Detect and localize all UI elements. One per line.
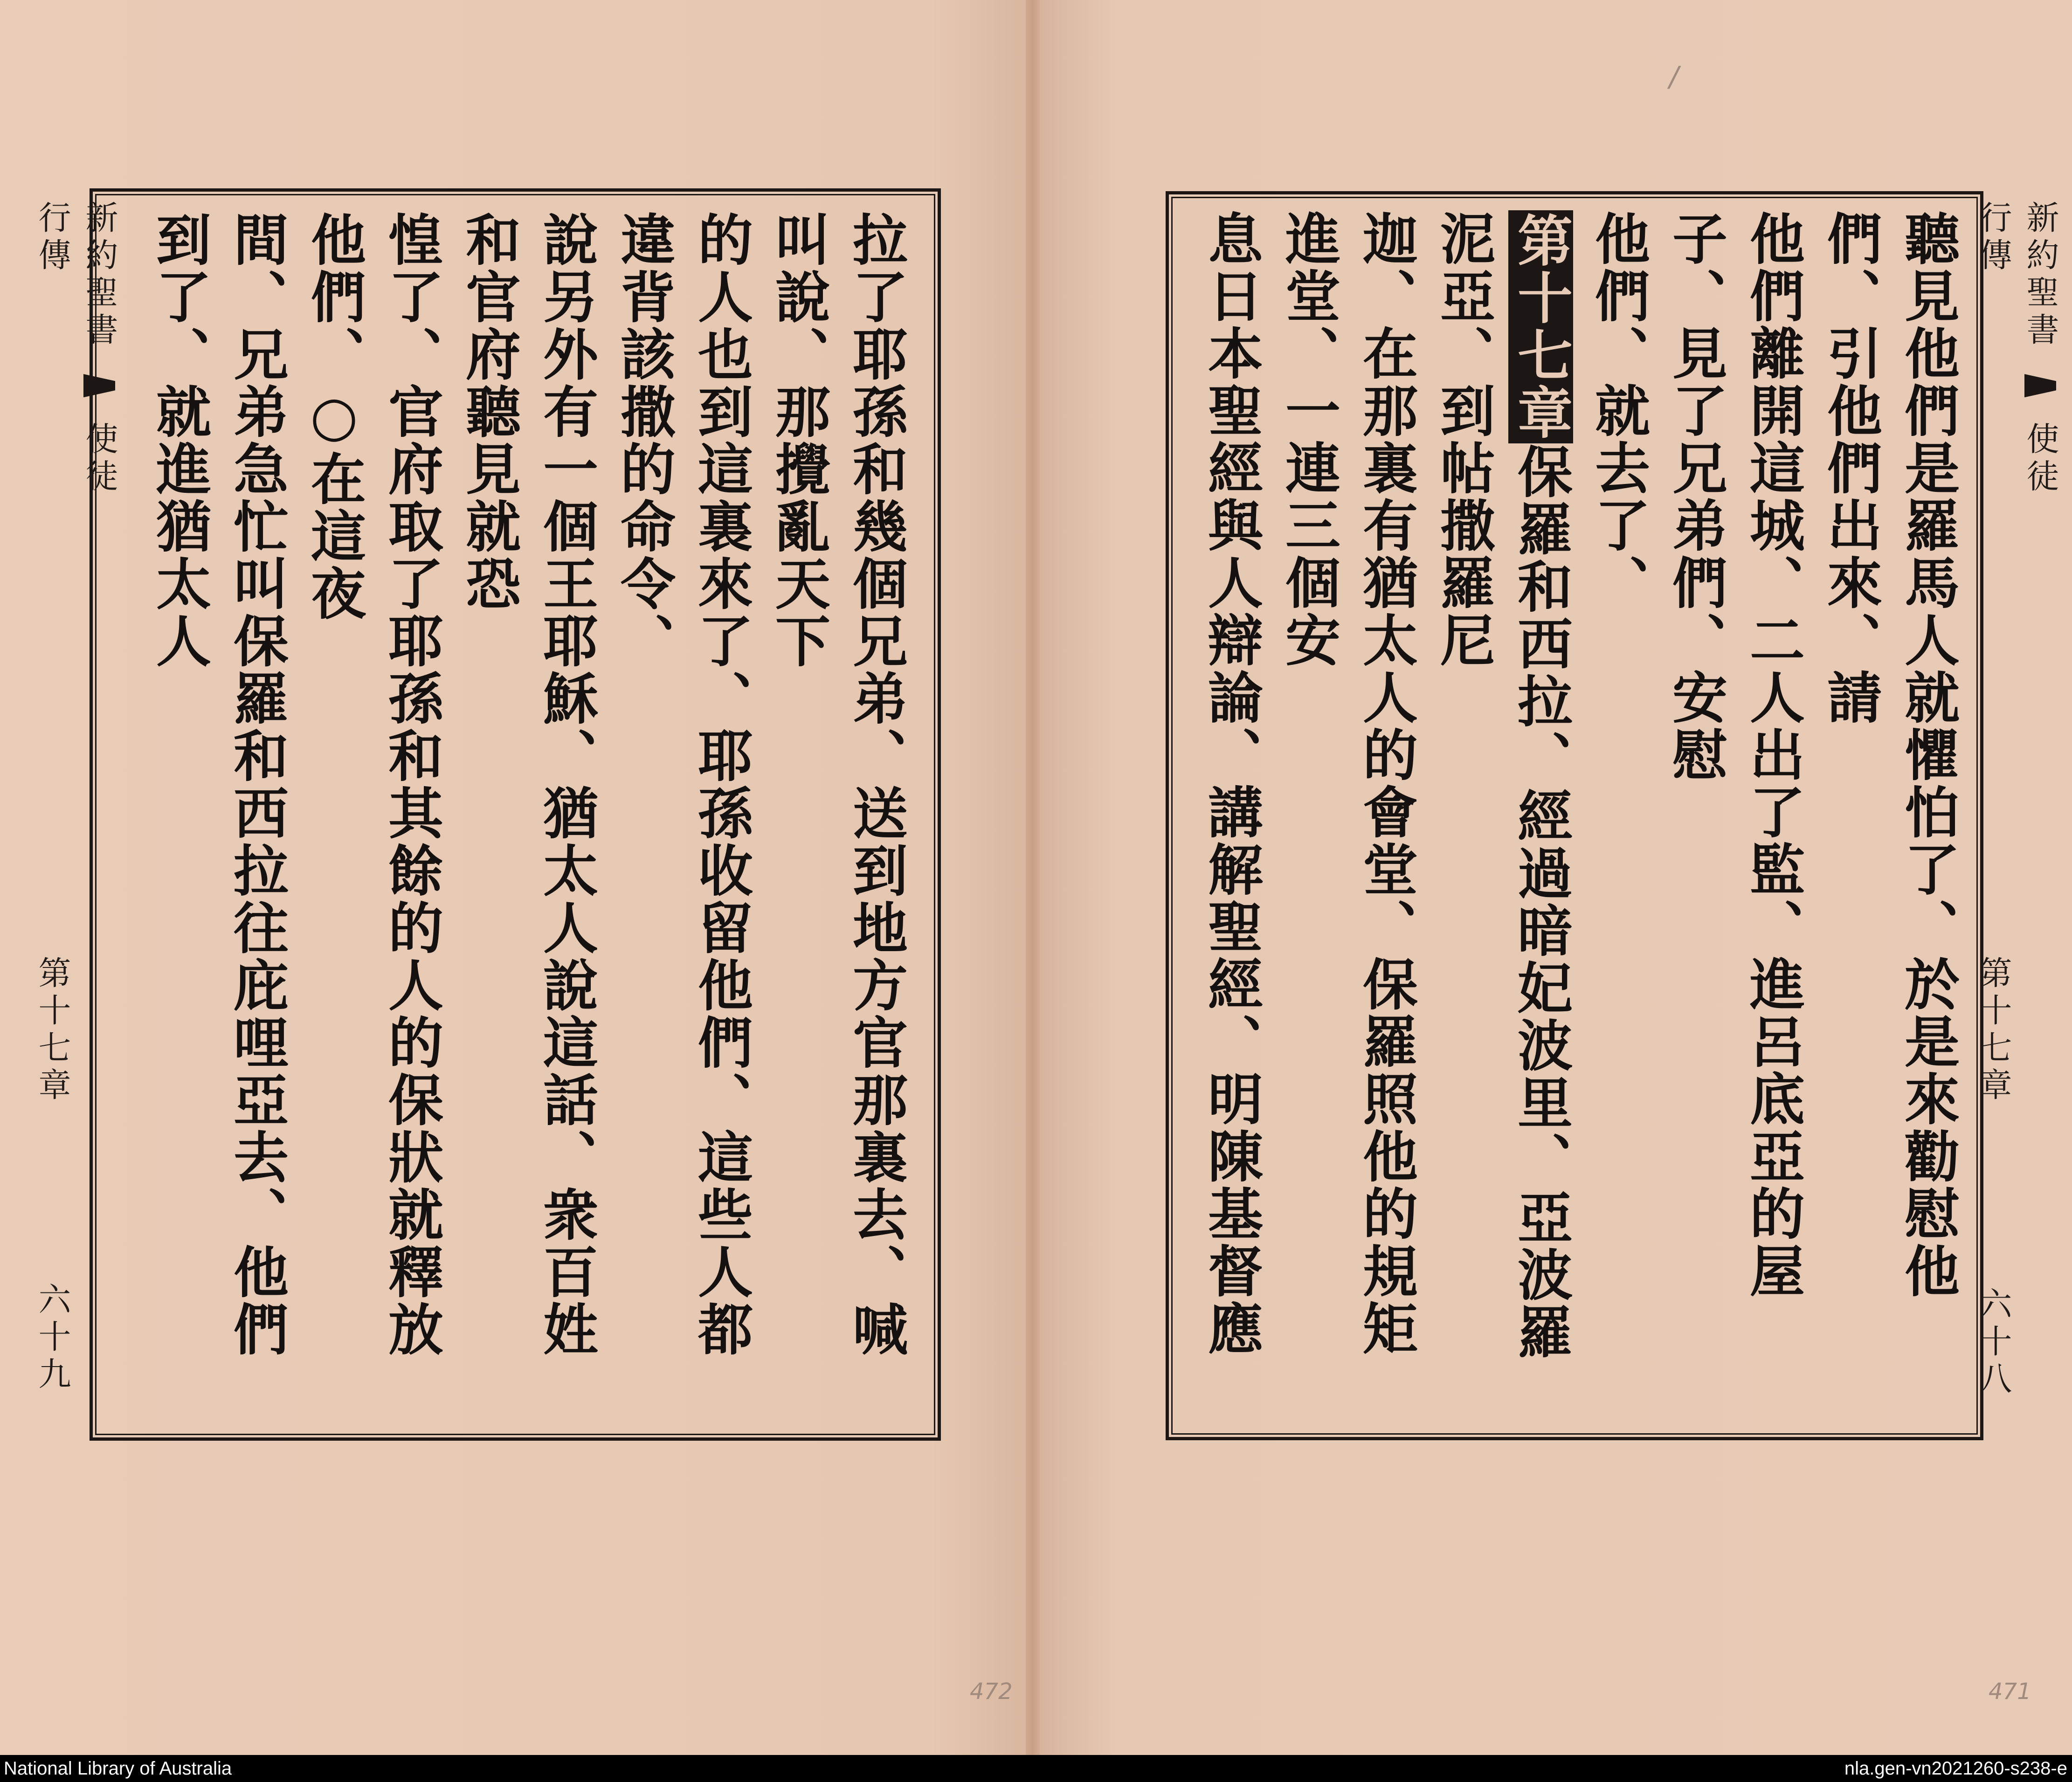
right-chapter-label: 第十七章	[1974, 956, 2012, 1105]
left-book-title: 新約聖書	[80, 200, 118, 350]
right-book-title: 新約聖書	[2021, 200, 2059, 350]
text-column: 迦、在那裏有猶太人的會堂、保羅照他的規矩進堂、一連三個安	[1276, 210, 1418, 1357]
chapter-heading-mark: 第十七章	[1508, 210, 1573, 443]
right-text-frame	[1166, 191, 1983, 1440]
right-pencil-note: 471	[1989, 1678, 2031, 1705]
left-text-frame	[90, 188, 941, 1441]
text-column: 他們離開這城、二人出了監、進呂底亞的屋子、見了兄弟們、安慰	[1663, 210, 1805, 1300]
library-credit: National Library of Australia	[4, 1758, 232, 1779]
left-margin-header	[29, 200, 123, 527]
text-column: 息日本聖經與人辯論、講解聖經、明陳基督應	[1199, 210, 1264, 1357]
right-body-text	[1192, 210, 1966, 1409]
left-body-text	[136, 211, 914, 1405]
right-pencil-mark: /	[1669, 61, 1679, 93]
ornament-icon	[2024, 374, 2056, 397]
ornament-icon	[83, 374, 115, 397]
text-column: 說另外有一個王耶穌、猶太人說這話、衆百姓和官府聽見就恐	[456, 211, 599, 1358]
text-column: 拉了耶孫和幾個兄弟、送到地方官那裏去、喊叫說、那攪亂天下	[766, 211, 908, 1358]
text-column: 聽見他們是羅馬人就懼怕了、於是來勸慰他們、引他們出來、請	[1818, 210, 1960, 1300]
image-credit-bar	[0, 1755, 2072, 1782]
text-column: 第十七章保羅和西拉、經過暗妃波里、亞波羅泥亞、到帖撒羅尼	[1431, 210, 1573, 1361]
right-page-number: 六十八	[1974, 1287, 2012, 1399]
left-page-number: 六十九	[33, 1282, 71, 1394]
text-column: 他們、就去了、	[1586, 210, 1651, 612]
text-column	[136, 211, 140, 1405]
book-gutter	[1026, 0, 1040, 1755]
right-book-name: 使徒行傳	[1974, 200, 2059, 497]
left-pencil-note: 472	[970, 1678, 1013, 1705]
left-book-name: 使徒行傳	[33, 200, 118, 497]
text-column: 惶了、官府取了耶孫和其餘的人的保狀就釋放他們、○在這夜	[302, 211, 444, 1358]
text-column: 的人也到這裏來了、耶孫收留他們、這些人都違背該撒的命令、	[611, 211, 753, 1358]
text-column: 間、兄弟急忙叫保羅和西拉往庇哩亞去、他們到了、就進猶太人	[147, 211, 289, 1358]
image-identifier: nla.gen-vn2021260-s238-e	[1844, 1758, 2067, 1779]
left-chapter-label: 第十七章	[33, 956, 71, 1105]
right-margin-header	[1970, 200, 2064, 527]
